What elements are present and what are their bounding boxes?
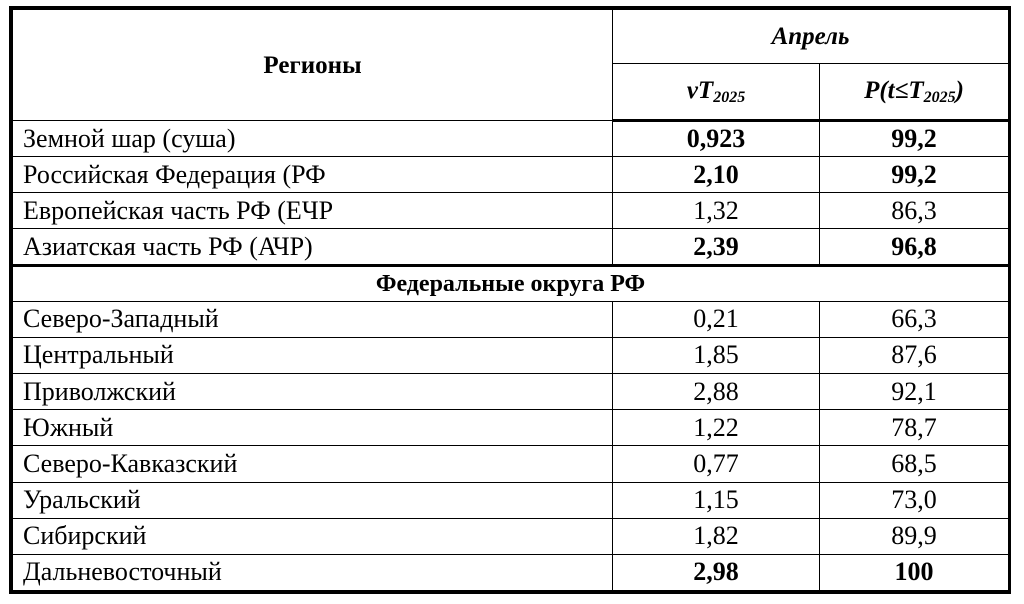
region-name: Центральный — [13, 337, 613, 373]
vt-value: 0,77 — [613, 446, 820, 482]
table-row — [13, 410, 1009, 446]
header-month: Апрель — [613, 10, 1009, 64]
region-name: Российская Федерация (РФ — [13, 157, 613, 193]
vt-value: 2,39 — [613, 229, 820, 265]
vt-value: 1,85 — [613, 337, 820, 373]
header-probability — [820, 64, 1009, 121]
probability-value: 92,1 — [820, 374, 1009, 410]
header-vt-prefix: vT — [686, 76, 714, 104]
vt-value: 1,22 — [613, 410, 820, 446]
vt-value: 2,98 — [613, 554, 820, 590]
table-row — [13, 157, 1009, 193]
vt-value: 1,15 — [613, 482, 820, 518]
vt-value: 0,21 — [613, 301, 820, 337]
probability-value: 86,3 — [820, 193, 1009, 229]
table-row — [13, 518, 1009, 554]
header-vt-sub: 2025 — [713, 88, 746, 106]
region-name: Сибирский — [13, 518, 613, 554]
table-row — [13, 446, 1009, 482]
region-name: Северо-Кавказский — [13, 446, 613, 482]
table-row — [13, 554, 1009, 590]
table-row — [13, 301, 1009, 337]
section-rows — [13, 265, 1009, 301]
probability-value: 73,0 — [820, 482, 1009, 518]
header-regions: Регионы — [13, 10, 613, 121]
probability-value: 100 — [820, 554, 1009, 590]
probability-value: 68,5 — [820, 446, 1009, 482]
regions-table — [12, 9, 1009, 591]
probability-value: 99,2 — [820, 157, 1009, 193]
probability-value: 99,2 — [820, 121, 1009, 157]
probability-value: 66,3 — [820, 301, 1009, 337]
region-name: Земной шар (суша) — [13, 121, 613, 157]
region-name: Северо-Западный — [13, 301, 613, 337]
federal-rows — [13, 301, 1009, 590]
header-vt — [613, 64, 820, 121]
probability-value: 89,9 — [820, 518, 1009, 554]
header-p-sub: 2025 — [923, 88, 956, 106]
table-frame — [9, 6, 1011, 594]
table-row — [13, 193, 1009, 229]
table-row — [13, 337, 1009, 373]
region-name: Южный — [13, 410, 613, 446]
vt-value: 1,32 — [613, 193, 820, 229]
vt-value: 0,923 — [613, 121, 820, 157]
table-row — [13, 121, 1009, 157]
probability-value: 96,8 — [820, 229, 1009, 265]
top-rows — [13, 121, 1009, 266]
vt-value: 2,88 — [613, 374, 820, 410]
table-row — [13, 229, 1009, 265]
header-p-suffix: ) — [955, 76, 964, 104]
table-row — [13, 482, 1009, 518]
region-name: Европейская часть РФ (ЕЧР — [13, 193, 613, 229]
section-title: Федеральные округа РФ — [13, 265, 1009, 301]
region-name: Уральский — [13, 482, 613, 518]
region-name: Дальневосточный — [13, 554, 613, 590]
probability-value: 87,6 — [820, 337, 1009, 373]
table-row — [13, 374, 1009, 410]
vt-value: 1,82 — [613, 518, 820, 554]
vt-value: 2,10 — [613, 157, 820, 193]
probability-value: 78,7 — [820, 410, 1009, 446]
region-name: Приволжский — [13, 374, 613, 410]
region-name: Азиатская часть РФ (АЧР) — [13, 229, 613, 265]
header-p-prefix: P(t≤T — [864, 76, 924, 104]
